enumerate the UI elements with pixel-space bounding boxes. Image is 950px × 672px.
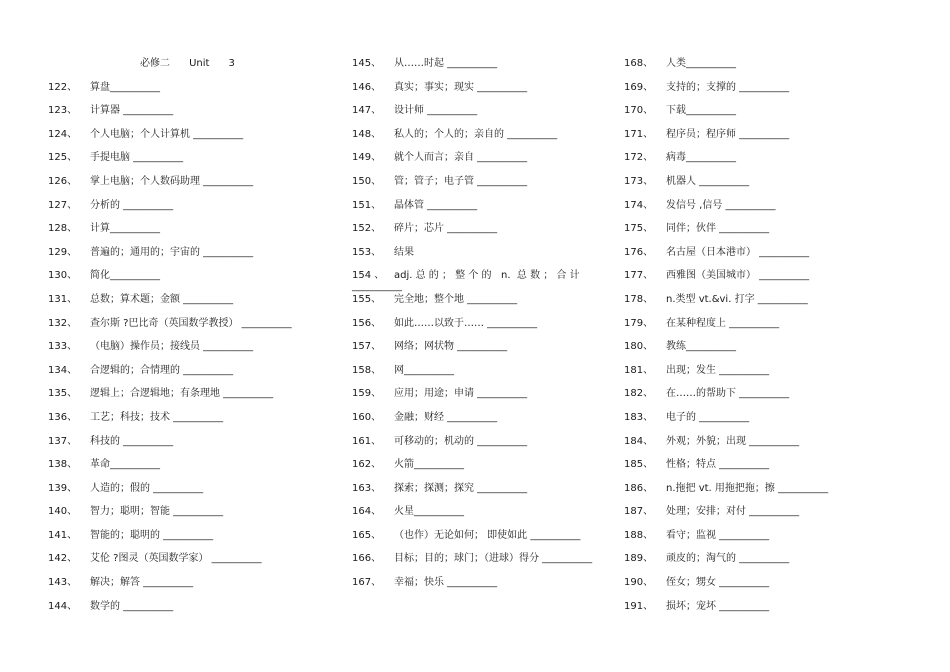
item-term: 智力；聪明；智能 __________ <box>90 506 224 518</box>
item-term: 数学的 __________ <box>90 600 174 612</box>
item-term: 发信号 ,信号 __________ <box>666 199 776 211</box>
vocab-item <box>48 170 328 194</box>
item-term: 病毒__________ <box>666 152 736 164</box>
vocab-item <box>624 430 924 454</box>
vocab-item <box>624 406 924 430</box>
item-number: 153、 <box>352 246 382 258</box>
item-number: 191、 <box>624 600 654 612</box>
item-number: 145、 <box>352 58 382 69</box>
item-term: 火箭__________ <box>394 459 464 471</box>
vocab-item <box>624 76 924 100</box>
vocab-item <box>48 288 328 312</box>
item-number: 189、 <box>624 553 654 565</box>
vocab-item <box>624 170 924 194</box>
item-term: 幸福；快乐 __________ <box>394 577 498 589</box>
vocab-item <box>48 430 328 454</box>
vocab-item <box>48 595 328 619</box>
item-number: 151、 <box>352 199 382 211</box>
item-number: 183、 <box>624 411 654 423</box>
item-number: 150、 <box>352 175 382 187</box>
item-number: 141、 <box>48 529 78 541</box>
item-term: （电脑）操作员；接线员 __________ <box>90 341 254 353</box>
item-number: 181、 <box>624 364 654 376</box>
item-number: 169、 <box>624 81 654 93</box>
vocab-item <box>624 194 924 218</box>
item-number: 172、 <box>624 152 654 164</box>
item-term: n.拖把 vt. 用拖把拖；擦 __________ <box>666 482 829 494</box>
item-term: 解决；解答 __________ <box>90 577 194 589</box>
item-number: 124、 <box>48 128 78 140</box>
item-term: 电子的 __________ <box>666 411 750 423</box>
vocab-item <box>48 99 328 123</box>
item-number: 154 、 <box>352 270 385 282</box>
vocab-item <box>48 76 328 100</box>
item-number: 168、 <box>624 58 654 69</box>
vocab-item <box>624 571 924 595</box>
vocab-item <box>352 52 612 76</box>
item-number: 173、 <box>624 175 654 187</box>
vocab-item <box>624 500 924 524</box>
item-number: 157、 <box>352 341 382 353</box>
vocab-item <box>48 146 328 170</box>
item-term: 革命__________ <box>90 459 160 471</box>
vocab-item <box>352 170 612 194</box>
item-number: 188、 <box>624 529 654 541</box>
vocab-item <box>352 335 612 359</box>
item-term: n.类型 vt.&vi. 打字 __________ <box>666 293 808 305</box>
item-number: 140、 <box>48 506 78 518</box>
item-number: 164、 <box>352 506 382 518</box>
vocab-item <box>624 241 924 265</box>
item-term: 智能的；聪明的 __________ <box>90 529 214 541</box>
item-term: （也作）无论如何； 即使如此 __________ <box>394 529 581 541</box>
vocab-item <box>624 595 924 619</box>
item-term: 外观；外貌；出现 __________ <box>666 435 800 447</box>
item-number: 136、 <box>48 411 78 423</box>
vocab-item <box>352 571 612 595</box>
item-term: 逻辑上；合逻辑地；有条理地 __________ <box>90 388 274 400</box>
vocab-item <box>48 571 328 595</box>
item-number: 171、 <box>624 128 654 140</box>
vocab-item <box>352 500 612 524</box>
vocab-item <box>352 406 612 430</box>
item-term: 网__________ <box>394 364 454 376</box>
item-number: 160、 <box>352 411 382 423</box>
item-number: 184、 <box>624 435 654 447</box>
item-term: 普遍的；通用的；宇宙的 __________ <box>90 246 254 258</box>
vocab-item <box>624 288 924 312</box>
item-number: 125、 <box>48 152 78 164</box>
item-number: 163、 <box>352 482 382 494</box>
item-number: 162、 <box>352 459 382 471</box>
vocab-item <box>352 477 612 501</box>
item-term: 侄女；甥女 __________ <box>666 577 770 589</box>
item-number: 190、 <box>624 577 654 589</box>
item-number: 127、 <box>48 199 78 211</box>
item-number: 182、 <box>624 388 654 400</box>
item-number: 167、 <box>352 577 382 589</box>
item-number: 185、 <box>624 459 654 471</box>
vocab-item <box>352 217 612 241</box>
vocab-item <box>48 524 328 548</box>
item-number: 131、 <box>48 293 78 305</box>
item-term: 可移动的；机动的 __________ <box>394 435 528 447</box>
item-blank: __________ <box>352 280 402 292</box>
vocab-item <box>352 76 612 100</box>
item-term: 结果 <box>394 246 414 258</box>
item-number: 180、 <box>624 341 654 353</box>
item-number: 122、 <box>48 81 78 93</box>
item-term: 设计师 __________ <box>394 105 478 117</box>
vocab-item <box>624 524 924 548</box>
item-number: 165、 <box>352 529 382 541</box>
item-number: 130、 <box>48 270 78 282</box>
vocab-item <box>352 359 612 383</box>
vocab-item <box>48 264 328 288</box>
item-term: 在某种程度上 __________ <box>666 317 780 329</box>
item-number: 123、 <box>48 105 78 117</box>
item-term: 个人电脑；个人计算机 __________ <box>90 128 244 140</box>
item-term: 人类__________ <box>666 58 736 69</box>
item-term: 手提电脑 __________ <box>90 152 184 164</box>
item-number: 158、 <box>352 364 382 376</box>
item-term: 如此……以致于…… __________ <box>394 317 538 329</box>
item-number: 159、 <box>352 388 382 400</box>
item-term: 程序员；程序师 __________ <box>666 128 790 140</box>
item-number: 178、 <box>624 293 654 305</box>
item-term: 教练__________ <box>666 341 736 353</box>
item-number: 128、 <box>48 223 78 235</box>
vocab-item <box>624 477 924 501</box>
item-term: 在……的帮助下 __________ <box>666 388 790 400</box>
item-term: 查尔斯 ?巴比奇（英国数学教授） __________ <box>90 317 292 329</box>
vocab-item <box>624 547 924 571</box>
item-number: 134、 <box>48 364 78 376</box>
item-number: 166、 <box>352 553 382 565</box>
vocab-item <box>48 335 328 359</box>
item-term: 计算__________ <box>90 223 160 235</box>
vocab-item <box>624 359 924 383</box>
item-term: 探索；探测；探究 __________ <box>394 482 528 494</box>
item-term: 出现；发生 __________ <box>666 364 770 376</box>
item-term: 私人的；个人的；亲自的 __________ <box>394 128 558 140</box>
item-number: 135、 <box>48 388 78 400</box>
item-number: 156、 <box>352 317 382 329</box>
item-term: 损坏；宠坏 __________ <box>666 600 770 612</box>
vocab-item <box>48 500 328 524</box>
item-number: 152、 <box>352 223 382 235</box>
vocab-item <box>48 477 328 501</box>
column-2 <box>352 52 612 595</box>
item-term: 从……时起 __________ <box>394 58 498 69</box>
item-term: 处理；安排；对付 __________ <box>666 506 800 518</box>
item-term: 工艺；科技；技术 __________ <box>90 411 224 423</box>
item-term: 分析的 __________ <box>90 199 174 211</box>
vocab-item <box>352 288 612 312</box>
vocab-item <box>48 359 328 383</box>
item-term: adj. 总 的 ； 整 个 的 n. 总 数 ； 合 计 <box>394 270 580 282</box>
item-number: 179、 <box>624 317 654 329</box>
vocab-item <box>352 453 612 477</box>
item-number: 144、 <box>48 600 78 612</box>
item-term: 晶体管 __________ <box>394 199 478 211</box>
vocab-item <box>624 52 924 76</box>
vocab-item <box>624 99 924 123</box>
vocab-item <box>624 146 924 170</box>
item-term: 算盘__________ <box>90 81 160 93</box>
vocab-item <box>352 241 612 265</box>
item-number: 137、 <box>48 435 78 447</box>
item-number: 170、 <box>624 105 654 117</box>
vocab-item <box>352 547 612 571</box>
item-term: 西雅图（美国城市） __________ <box>666 270 810 282</box>
vocab-item <box>48 312 328 336</box>
item-number: 133、 <box>48 341 78 353</box>
item-number: 176、 <box>624 246 654 258</box>
item-term: 支持的；支撑的 __________ <box>666 81 790 93</box>
item-term: 顽皮的；淘气的 __________ <box>666 553 790 565</box>
vocab-item <box>624 453 924 477</box>
vocab-item <box>352 382 612 406</box>
item-number: 139、 <box>48 482 78 494</box>
item-term: 同伴；伙伴 __________ <box>666 223 770 235</box>
vocab-item <box>352 123 612 147</box>
item-number: 148、 <box>352 128 382 140</box>
vocab-item <box>624 312 924 336</box>
item-term: 艾伦 ?图灵（英国数学家） __________ <box>90 553 262 565</box>
vocab-item <box>624 382 924 406</box>
item-term: 简化__________ <box>90 270 160 282</box>
vocab-item <box>48 406 328 430</box>
item-term: 碎片；芯片 __________ <box>394 223 498 235</box>
item-term: 名古屋（日本港市） __________ <box>666 246 810 258</box>
vocab-item <box>352 312 612 336</box>
vocab-item <box>48 453 328 477</box>
item-number: 175、 <box>624 223 654 235</box>
item-term: 掌上电脑；个人数码助理 __________ <box>90 175 254 187</box>
item-term: 真实；事实；现实 __________ <box>394 81 528 93</box>
item-number: 149、 <box>352 152 382 164</box>
item-term: 计算器 __________ <box>90 105 174 117</box>
page-title: 必修二 Unit 3 <box>140 58 235 69</box>
vocab-item <box>352 146 612 170</box>
item-term: 合逻辑的；合情理的 __________ <box>90 364 234 376</box>
vocab-item <box>48 547 328 571</box>
vocab-item <box>624 123 924 147</box>
item-number: 126、 <box>48 175 78 187</box>
vocab-item <box>352 524 612 548</box>
item-term: 金融；财经 __________ <box>394 411 498 423</box>
item-number: 129、 <box>48 246 78 258</box>
vocab-item <box>352 194 612 218</box>
item-term: 网络；网状物 __________ <box>394 341 508 353</box>
vocab-item <box>48 123 328 147</box>
vocab-item <box>48 382 328 406</box>
item-term: 火星__________ <box>394 506 464 518</box>
item-number: 146、 <box>352 81 382 93</box>
item-term: 管；管子；电子管 __________ <box>394 175 528 187</box>
item-number: 155、 <box>352 293 382 305</box>
item-number: 186、 <box>624 482 654 494</box>
item-term: 机器人 __________ <box>666 175 750 187</box>
item-number: 138、 <box>48 459 78 471</box>
item-number: 161、 <box>352 435 382 447</box>
vocab-item <box>352 430 612 454</box>
vocab-item <box>624 264 924 288</box>
column-3 <box>624 52 924 618</box>
vocab-item <box>624 335 924 359</box>
vocab-item <box>48 241 328 265</box>
item-term: 应用；用途；申请 __________ <box>394 388 528 400</box>
item-number: 132、 <box>48 317 78 329</box>
item-number: 177、 <box>624 270 654 282</box>
item-term: 目标；目的；球门；（进球）得分 __________ <box>394 553 593 565</box>
item-term: 看守；监视 __________ <box>666 529 770 541</box>
item-term: 下载__________ <box>666 105 736 117</box>
vocab-item <box>352 99 612 123</box>
item-number: 142、 <box>48 553 78 565</box>
vocab-item <box>624 217 924 241</box>
item-term: 完全地；整个地 __________ <box>394 293 518 305</box>
item-term: 总数；算术题；金额 __________ <box>90 293 234 305</box>
vocab-item <box>48 194 328 218</box>
item-number: 187、 <box>624 506 654 518</box>
vocab-item <box>48 217 328 241</box>
item-term: 人造的；假的 __________ <box>90 482 204 494</box>
item-term: 就个人而言；亲自 __________ <box>394 152 528 164</box>
item-number: 147、 <box>352 105 382 117</box>
item-number: 143、 <box>48 577 78 589</box>
item-term: 性格；特点 __________ <box>666 459 770 471</box>
column-1 <box>48 52 328 618</box>
item-term: 科技的 __________ <box>90 435 174 447</box>
item-number: 174、 <box>624 199 654 211</box>
